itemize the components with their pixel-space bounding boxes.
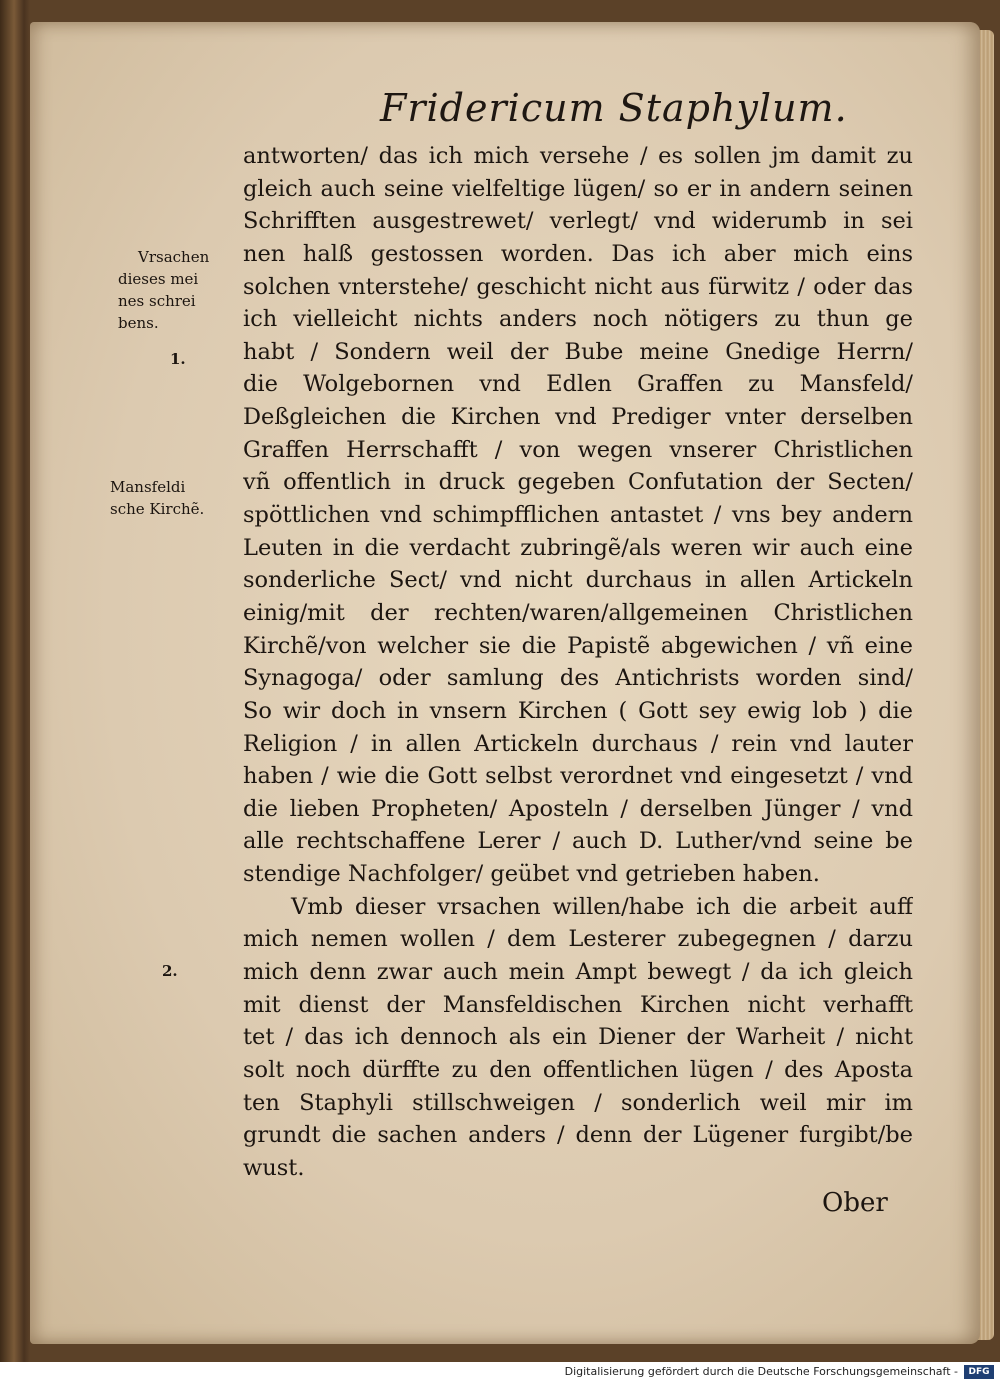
margin-note-line: bens.: [118, 314, 159, 332]
text-line: solchen vnterstehe/ geschicht nicht aus fürwitz / oder das: [243, 273, 913, 300]
text-line: vñ offentlich in druck gegeben Confutation der Secten/: [243, 469, 913, 496]
text-line: mich nemen wollen / dem Lesterer zubegegnen / darzu: [243, 926, 913, 953]
text-line: stendige Nachfolger/ geübet vnd getrieben haben.: [243, 861, 820, 888]
text-line: solt noch dürffte zu den offentlichen lügen / des Aposta: [243, 1056, 913, 1083]
text-line: nen halß gestossen worden. Das ich aber mich eins: [243, 240, 913, 267]
margin-note-church: [110, 476, 204, 520]
funding-credit: Digitalisierung gefördert durch die Deutsche Forschungsgemeinschaft -: [564, 1365, 958, 1378]
text-line: habt / Sondern weil der Bube meine Gnedige Herrn/: [243, 338, 913, 365]
text-line: grundt die sachen anders / denn der Lügener furgibt/be: [243, 1122, 913, 1149]
text-line: So wir doch in vnsern Kirchen ( Gott sey ewig lob ) die: [243, 697, 913, 724]
text-line: mit dienst der Mansfeldischen Kirchen nicht verhafft: [243, 991, 913, 1018]
margin-note-line: Mansfeldi: [110, 478, 186, 496]
text-line: die lieben Propheten/ Aposteln / derselben Jünger / vnd: [243, 795, 913, 822]
text-line: die Wolgebornen vnd Edlen Graffen zu Mansfeld/: [243, 371, 913, 398]
text-line: Deßgleichen die Kirchen vnd Prediger vnter derselben: [243, 404, 913, 431]
dfg-logo: DFG: [964, 1365, 994, 1379]
margin-note-line: nes schrei: [118, 292, 196, 310]
text-line: sonderliche Sect/ vnd nicht durchaus in allen Artickeln: [243, 567, 913, 594]
footer-bar: [0, 1362, 1000, 1382]
text-line: tet / das ich dennoch als ein Diener der Warheit / nicht: [243, 1024, 913, 1051]
text-line: alle rechtschaffene Lerer / auch D. Luther/vnd seine be: [243, 828, 913, 855]
margin-note-reasons: [118, 246, 209, 334]
text-line: Leuten in die verdacht zubringẽ/als weren wir auch eine: [243, 534, 913, 561]
text-line: ich vielleicht nichts anders noch nötigers zu thun ge: [243, 306, 913, 333]
text-line: mich denn zwar auch mein Ampt bewegt / da ich gleich: [243, 959, 913, 986]
text-line: Graffen Herrschafft / von wegen vnserer Christlichen: [243, 436, 913, 463]
text-line: gleich auch seine vielfeltige lügen/ so er in andern seinen: [243, 175, 913, 202]
margin-number-1: 1.: [170, 350, 186, 368]
text-line: einig/mit der rechten/waren/allgemeinen Christlichen: [243, 599, 913, 626]
margin-note-line: sche Kirchẽ.: [110, 500, 205, 518]
text-line: spöttlichen vnd schimpfflichen antastet / vns bey andern: [243, 502, 913, 529]
text-line: Kirchẽ/von welcher sie die Papistẽ abgewichen / vñ eine: [243, 632, 913, 659]
text-line: Schrifften ausgestrewet/ verlegt/ vnd widerumb in sei: [243, 208, 913, 235]
margin-note-line: dieses mei: [118, 270, 199, 288]
text-line: Vmb dieser vrsachen willen/habe ich die arbeit auff: [291, 893, 913, 920]
catchword: Ober: [822, 1188, 888, 1218]
text-line: haben / wie die Gott selbst verordnet vnd eingesetzt / vnd: [243, 763, 913, 790]
margin-number-2: 2.: [162, 962, 178, 980]
text-line: wust.: [243, 1154, 305, 1181]
margin-note-line: Vrsachen: [138, 248, 210, 266]
running-head: Fridericum Staphylum.: [380, 86, 848, 130]
text-line: antworten/ das ich mich versehe / es sollen jm damit zu: [243, 143, 913, 169]
text-line: Synagoga/ oder samlung des Antichrists worden sind/: [243, 665, 913, 692]
text-line: Religion / in allen Artickeln durchaus / rein vnd lauter: [243, 730, 913, 757]
text-line: ten Staphyli stillschweigen / sonderlich weil mir im: [243, 1089, 913, 1116]
body-text: [243, 140, 913, 1185]
